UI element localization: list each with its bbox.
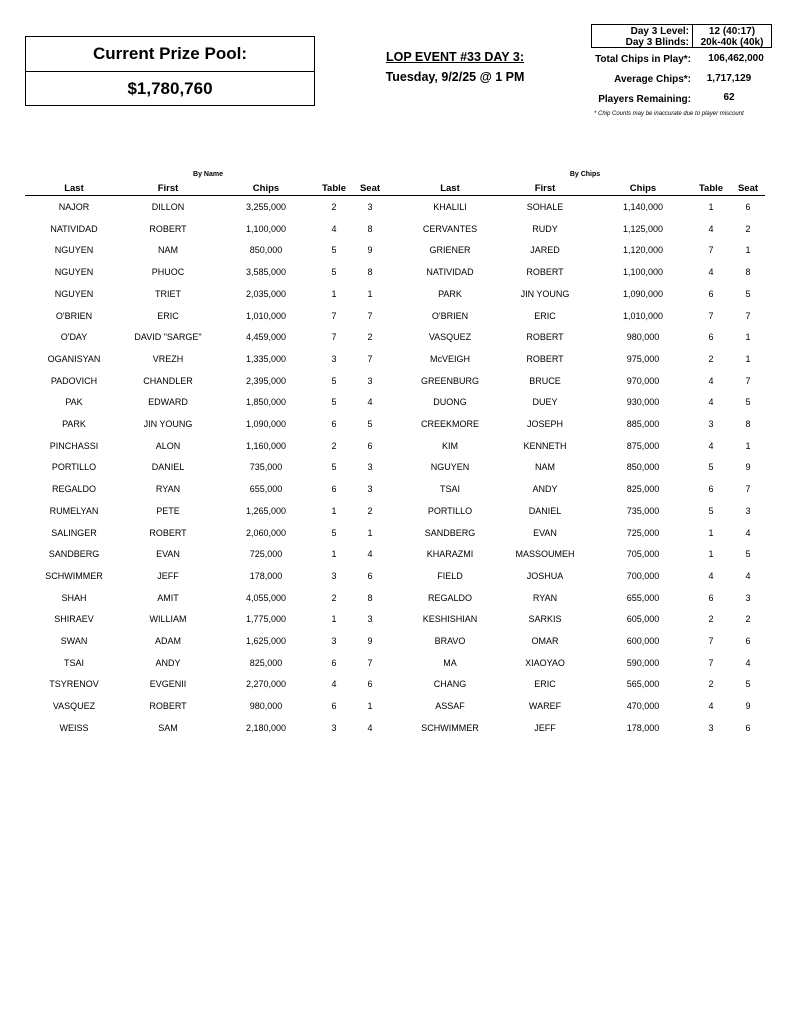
by-name-cell-chips: 1,775,000 (245, 614, 287, 625)
by-chips-cell-last: KHARAZMI (426, 549, 474, 560)
by-chips-cell-last: VASQUEZ (428, 332, 472, 343)
by-chips-cell-seat: 3 (745, 592, 751, 603)
by-name-cell-table: 7 (331, 332, 337, 343)
by-name-cell-chips: 2,180,000 (245, 722, 287, 733)
by-name-cell-table: 5 (331, 267, 337, 278)
by-name-cell-first: EDWARD (148, 397, 188, 408)
prize-pool-amount: $1,780,760 (127, 79, 213, 98)
by-chips-header-table: Table (698, 183, 724, 194)
by-chips-cell-first: ERIC (534, 679, 556, 690)
by-chips-cell-first: OMAR (531, 636, 559, 646)
by-name-cell-first: WILLIAM (149, 614, 187, 625)
by-chips-cell-chips: 850,000 (626, 462, 660, 473)
by-chips-cell-last: TSAI (439, 484, 460, 495)
level-value: 12 (40:17) (708, 26, 756, 37)
by-chips-cell-seat: 7 (745, 375, 751, 386)
by-name-cell-first: TRIET (155, 288, 181, 299)
by-name-cell-first: NAM (158, 245, 178, 256)
players-value: 62 (723, 92, 735, 103)
by-chips-cell-seat: 9 (745, 701, 751, 712)
by-chips-cell-chips: 178,000 (626, 722, 660, 733)
by-chips-cell-table: 5 (708, 462, 714, 473)
by-name-cell-table: 1 (331, 288, 337, 299)
by-name-cell-first: ROBERT (149, 527, 187, 538)
by-name-header-seat: Seat (359, 183, 381, 194)
by-chips-cell-first: JOSEPH (526, 419, 563, 429)
event-date: Tuesday, 9/2/25 @ 1 PM (385, 70, 525, 84)
by-chips-cell-first: KENNETH (523, 440, 567, 451)
by-name-header-table: Table (321, 183, 347, 194)
by-chips-cell-chips: 470,000 (626, 701, 660, 712)
by-chips-cell-table: 7 (708, 310, 714, 321)
prize-pool-box (25, 36, 315, 106)
by-name-cell-seat: 4 (367, 397, 373, 408)
by-chips-cell-chips: 725,000 (626, 527, 660, 538)
by-name-cell-first: JIN YOUNG (143, 419, 193, 429)
by-chips-cell-first: DANIEL (528, 505, 562, 516)
by-name-cell-chips: 3,585,000 (245, 267, 287, 278)
by-chips-cell-seat: 1 (745, 332, 751, 343)
by-name-cell-last: OGANISYAN (47, 353, 101, 364)
by-name-cell-chips: 2,035,000 (245, 288, 287, 299)
level-labels (592, 25, 693, 47)
total-chips-label: Total Chips in Play*: (595, 54, 691, 65)
by-chips-cell-last: CERVANTES (422, 223, 478, 234)
by-chips-cell-table: 2 (708, 614, 714, 625)
by-chips-cell-chips: 590,000 (626, 657, 660, 668)
by-name-cell-seat: 8 (367, 223, 373, 234)
by-name-cell-table: 5 (331, 527, 337, 538)
by-name-cell-chips: 980,000 (249, 701, 283, 712)
by-chips-cell-last: KESHISHIAN (422, 614, 478, 625)
by-chips-cell-seat: 6 (745, 202, 751, 212)
by-chips-cell-table: 7 (708, 636, 714, 646)
by-name-cell-chips: 178,000 (249, 570, 283, 581)
by-chips-cell-seat: 6 (745, 636, 751, 646)
by-name-cell-last: TSYRENOV (49, 679, 99, 690)
total-chips-value: 106,462,000 (708, 53, 764, 64)
by-chips-cell-table: 4 (708, 570, 714, 581)
by-chips-cell-first: ANDY (532, 484, 558, 495)
by-chips-cell-first: JARED (530, 245, 560, 256)
by-name-cell-table: 6 (331, 484, 337, 495)
by-name-cell-first: DANIEL (151, 462, 185, 473)
by-chips-header-chips: Chips (629, 183, 657, 194)
by-name-cell-chips: 1,160,000 (245, 440, 287, 451)
by-chips-cell-table: 7 (708, 657, 714, 668)
by-name-cell-table: 1 (331, 505, 337, 516)
by-chips-cell-first: RUDY (532, 223, 558, 234)
by-chips-cell-first: JIN YOUNG (520, 288, 570, 299)
by-chips-cell-chips: 980,000 (626, 332, 660, 343)
by-chips-cell-seat: 1 (745, 245, 751, 256)
by-name-cell-seat: 3 (367, 375, 373, 386)
by-name-cell-chips: 1,265,000 (245, 505, 287, 516)
by-name-cell-chips: 4,459,000 (245, 332, 287, 343)
by-name-cell-table: 6 (331, 657, 337, 668)
by-name-cell-table: 3 (331, 636, 337, 646)
by-chips-cell-chips: 1,100,000 (622, 267, 664, 278)
by-chips-header-last: Last (440, 183, 460, 194)
by-chips-cell-first: ROBERT (526, 332, 564, 343)
by-name-cell-last: SANDBERG (48, 549, 100, 560)
by-name-cell-last: VASQUEZ (52, 701, 96, 712)
by-chips-cell-chips: 1,120,000 (622, 245, 664, 256)
by-chips-cell-first: NAM (535, 462, 555, 473)
by-chips-cell-chips: 600,000 (626, 636, 660, 646)
by-name-cell-seat: 1 (367, 288, 373, 299)
by-chips-cell-chips: 885,000 (626, 419, 660, 429)
by-chips-cell-last: CHANG (433, 679, 467, 690)
by-name-title: By Name (193, 171, 223, 178)
by-chips-cell-last: O'BRIEN (431, 310, 469, 321)
by-name-cell-last: SCHWIMMER (45, 570, 103, 581)
by-name-cell-last: REGALDO (51, 484, 96, 495)
by-name-cell-last: O'BRIEN (55, 310, 93, 321)
by-name-cell-table: 3 (331, 722, 337, 733)
header-divider (25, 195, 765, 196)
by-name-cell-chips: 1,335,000 (245, 353, 287, 364)
by-chips-cell-last: McVEIGH (429, 353, 470, 364)
by-name-cell-last: PADOVICH (50, 375, 98, 386)
by-name-cell-last: WEISS (59, 722, 89, 733)
by-name-cell-table: 6 (331, 419, 337, 429)
by-chips-cell-seat: 5 (745, 397, 751, 408)
by-chips-cell-seat: 4 (745, 657, 751, 668)
by-name-cell-table: 5 (331, 375, 337, 386)
by-name-cell-table: 2 (331, 592, 337, 603)
by-name-cell-seat: 7 (367, 353, 373, 364)
by-name-cell-seat: 1 (367, 701, 373, 712)
by-name-cell-first: PETE (156, 505, 180, 516)
by-name-cell-table: 6 (331, 701, 337, 712)
by-chips-cell-last: SCHWIMMER (421, 722, 479, 733)
by-chips-cell-first: WAREF (528, 701, 562, 712)
by-name-cell-chips: 1,090,000 (245, 419, 287, 429)
by-chips-cell-table: 6 (708, 592, 714, 603)
by-name-cell-seat: 8 (367, 592, 373, 603)
level-values (693, 25, 771, 47)
by-name-cell-table: 1 (331, 614, 337, 625)
by-chips-title: By Chips (569, 171, 601, 178)
by-chips-header-seat: Seat (737, 183, 759, 194)
by-chips-cell-table: 7 (708, 245, 714, 256)
by-name-cell-chips: 850,000 (249, 245, 283, 256)
by-chips-cell-table: 6 (708, 484, 714, 495)
by-name-cell-table: 5 (331, 245, 337, 256)
by-name-cell-first: PHUOC (151, 267, 185, 278)
by-name-cell-seat: 2 (367, 505, 373, 516)
avg-chips-label: Average Chips*: (614, 74, 691, 85)
by-chips-cell-table: 4 (708, 223, 714, 234)
by-name-cell-table: 1 (331, 549, 337, 560)
by-name-cell-chips: 4,055,000 (245, 592, 287, 603)
by-name-cell-first: ADAM (154, 636, 181, 646)
by-name-cell-last: SHAH (61, 592, 87, 603)
players-label: Players Remaining: (598, 94, 691, 105)
by-name-cell-table: 5 (331, 397, 337, 408)
by-chips-cell-first: JOSHUA (526, 570, 564, 581)
by-name-cell-first: JEFF (157, 570, 179, 581)
by-name-cell-first: RYAN (155, 484, 181, 495)
by-name-cell-table: 2 (331, 440, 337, 451)
by-chips-cell-seat: 6 (745, 722, 751, 733)
by-name-cell-last: SWAN (60, 636, 88, 646)
by-name-cell-seat: 4 (367, 722, 373, 733)
by-chips-cell-last: PARK (438, 288, 462, 299)
by-chips-cell-seat: 3 (745, 505, 751, 516)
by-chips-cell-seat: 1 (745, 440, 751, 451)
by-chips-cell-table: 5 (708, 505, 714, 516)
by-chips-cell-seat: 7 (745, 310, 751, 321)
by-name-cell-last: NGUYEN (54, 245, 94, 256)
by-name-cell-table: 5 (331, 462, 337, 473)
by-name-cell-chips: 1,625,000 (245, 636, 287, 646)
by-chips-cell-first: ROBERT (526, 267, 564, 278)
by-name-cell-seat: 2 (367, 332, 373, 343)
by-name-cell-first: DILLON (151, 202, 185, 212)
by-name-cell-last: PINCHASSI (49, 440, 99, 451)
by-chips-cell-last: KIM (441, 440, 458, 451)
by-name-cell-first: ERIC (157, 310, 179, 321)
by-chips-cell-chips: 825,000 (626, 484, 660, 495)
by-chips-cell-chips: 655,000 (626, 592, 660, 603)
by-name-cell-chips: 725,000 (249, 549, 283, 560)
by-name-cell-seat: 9 (367, 636, 373, 646)
by-chips-cell-seat: 4 (745, 527, 751, 538)
by-chips-cell-table: 4 (708, 701, 714, 712)
blinds-label: Day 3 Blinds: (625, 37, 689, 48)
by-chips-cell-first: SARKIS (528, 614, 562, 625)
by-name-cell-last: PAK (65, 397, 83, 408)
by-chips-cell-table: 2 (708, 679, 714, 690)
by-chips-cell-last: DUONG (433, 397, 467, 408)
by-name-cell-first: AMIT (157, 592, 179, 603)
by-name-cell-first: SAM (158, 722, 178, 733)
by-chips-cell-first: DUEY (532, 397, 558, 408)
by-name-cell-first: DAVID "SARGE" (134, 332, 202, 343)
by-name-cell-last: NGUYEN (54, 267, 94, 278)
by-name-cell-seat: 3 (367, 462, 373, 473)
by-name-cell-last: SHIRAEV (54, 614, 94, 625)
by-name-cell-first: EVAN (156, 549, 180, 560)
by-name-cell-table: 7 (331, 310, 337, 321)
by-name-cell-last: PARK (62, 419, 86, 429)
by-name-cell-table: 4 (331, 679, 337, 690)
by-chips-cell-seat: 8 (745, 419, 751, 429)
by-chips-cell-table: 6 (708, 332, 714, 343)
by-name-cell-chips: 1,100,000 (245, 223, 287, 234)
by-name-cell-last: TSAI (63, 657, 84, 668)
by-chips-cell-table: 1 (708, 527, 714, 538)
by-chips-header-first: First (534, 183, 556, 194)
by-chips-cell-last: NATIVIDAD (426, 267, 474, 278)
by-name-cell-last: NAJOR (58, 202, 90, 212)
event-title: LOP EVENT #33 DAY 3: (385, 50, 525, 64)
level-label: Day 3 Level: (630, 26, 689, 37)
by-chips-cell-first: MASSOUMEH (515, 549, 575, 560)
by-chips-cell-seat: 9 (745, 462, 751, 473)
by-name-cell-first: VREZH (152, 353, 184, 364)
by-name-cell-chips: 735,000 (249, 462, 283, 473)
by-chips-cell-table: 1 (708, 549, 714, 560)
by-name-cell-seat: 3 (367, 484, 373, 495)
by-chips-cell-seat: 7 (745, 484, 751, 495)
by-name-cell-seat: 5 (367, 419, 373, 429)
by-name-cell-last: NGUYEN (54, 288, 94, 299)
by-chips-cell-seat: 1 (745, 353, 751, 364)
by-name-header-last: Last (64, 183, 84, 194)
by-name-cell-first: ALON (155, 440, 181, 451)
by-chips-cell-last: CREEKMORE (420, 419, 479, 429)
by-name-cell-last: PORTILLO (51, 462, 97, 473)
by-chips-cell-seat: 4 (745, 570, 751, 581)
by-chips-cell-table: 4 (708, 375, 714, 386)
by-name-header-first: First (157, 183, 179, 194)
by-name-cell-first: ROBERT (149, 701, 187, 712)
by-chips-cell-last: GREENBURG (420, 375, 479, 386)
by-name-cell-chips: 1,010,000 (245, 310, 287, 321)
by-chips-cell-last: ASSAF (435, 701, 465, 712)
by-name-cell-chips: 3,255,000 (245, 202, 287, 212)
by-chips-cell-last: PORTILLO (427, 505, 473, 516)
by-chips-cell-last: MA (443, 657, 457, 668)
by-name-cell-seat: 3 (367, 202, 373, 212)
by-name-cell-seat: 9 (367, 245, 373, 256)
by-chips-cell-first: JEFF (534, 722, 556, 733)
by-name-cell-last: NATIVIDAD (50, 223, 98, 234)
by-name-cell-first: EVGENII (149, 679, 187, 690)
level-box (591, 24, 772, 48)
by-name-cell-last: RUMELYAN (49, 505, 99, 516)
by-chips-cell-chips: 875,000 (626, 440, 660, 451)
by-name-cell-table: 3 (331, 353, 337, 364)
by-chips-cell-last: SANDBERG (424, 527, 476, 538)
by-chips-cell-first: ERIC (534, 310, 556, 321)
by-chips-cell-last: FIELD (437, 570, 463, 581)
by-chips-cell-chips: 565,000 (626, 679, 660, 690)
by-chips-cell-table: 4 (708, 440, 714, 451)
by-chips-cell-chips: 605,000 (626, 614, 660, 625)
by-name-cell-seat: 4 (367, 549, 373, 560)
by-name-cell-table: 2 (331, 202, 337, 212)
by-name-cell-table: 3 (331, 570, 337, 581)
by-chips-cell-first: EVAN (533, 527, 557, 538)
by-chips-cell-last: REGALDO (427, 592, 472, 603)
by-name-cell-chips: 2,270,000 (245, 679, 287, 690)
by-chips-cell-table: 3 (708, 419, 714, 429)
by-chips-cell-table: 4 (708, 397, 714, 408)
by-chips-cell-seat: 2 (745, 614, 751, 625)
by-chips-cell-chips: 930,000 (626, 397, 660, 408)
by-chips-cell-last: KHALILI (433, 202, 467, 212)
blinds-value: 20k-40k (40k) (700, 37, 764, 48)
by-chips-cell-first: SOHALE (526, 202, 564, 212)
by-name-cell-last: O'DAY (60, 332, 88, 343)
by-name-cell-seat: 7 (367, 310, 373, 321)
by-chips-cell-first: BRUCE (529, 375, 561, 386)
by-chips-cell-first: XIAOYAO (525, 657, 565, 668)
by-name-cell-chips: 2,395,000 (245, 375, 287, 386)
by-chips-cell-table: 1 (708, 202, 714, 212)
by-chips-cell-table: 3 (708, 722, 714, 733)
by-name-cell-first: CHANDLER (143, 375, 193, 386)
by-chips-cell-last: BRAVO (434, 636, 466, 646)
by-name-cell-seat: 6 (367, 440, 373, 451)
by-chips-cell-chips: 1,090,000 (622, 288, 664, 299)
by-name-header-chips: Chips (252, 183, 280, 194)
by-chips-cell-first: RYAN (532, 592, 558, 603)
by-chips-cell-chips: 705,000 (626, 549, 660, 560)
by-name-cell-seat: 3 (367, 614, 373, 625)
by-name-cell-seat: 8 (367, 267, 373, 278)
by-name-cell-seat: 1 (367, 527, 373, 538)
by-chips-cell-last: NGUYEN (430, 462, 470, 473)
by-chips-cell-table: 4 (708, 267, 714, 278)
by-name-cell-seat: 7 (367, 657, 373, 668)
by-chips-cell-seat: 2 (745, 223, 751, 234)
by-chips-cell-chips: 975,000 (626, 353, 660, 364)
by-chips-cell-chips: 1,010,000 (622, 310, 664, 321)
by-chips-cell-table: 6 (708, 288, 714, 299)
by-name-cell-first: ROBERT (149, 223, 187, 234)
by-chips-cell-chips: 1,125,000 (622, 223, 664, 234)
by-chips-cell-seat: 5 (745, 679, 751, 690)
by-name-cell-chips: 1,850,000 (245, 397, 287, 408)
by-chips-cell-first: ROBERT (526, 353, 564, 364)
by-chips-cell-seat: 5 (745, 288, 751, 299)
by-name-cell-first: ANDY (155, 657, 181, 668)
by-name-cell-table: 4 (331, 223, 337, 234)
by-chips-cell-chips: 1,140,000 (622, 202, 664, 212)
by-name-cell-chips: 825,000 (249, 657, 283, 668)
by-name-cell-seat: 6 (367, 570, 373, 581)
by-name-cell-last: SALINGER (51, 527, 97, 538)
by-name-cell-seat: 6 (367, 679, 373, 690)
by-name-cell-chips: 655,000 (249, 484, 283, 495)
by-chips-cell-chips: 700,000 (626, 570, 660, 581)
avg-chips-value: 1,717,129 (706, 73, 752, 84)
by-chips-cell-chips: 970,000 (626, 375, 660, 386)
by-chips-cell-last: GRIENER (429, 245, 471, 256)
prize-pool-label: Current Prize Pool: (26, 37, 314, 72)
by-chips-cell-seat: 5 (745, 549, 751, 560)
by-chips-cell-seat: 8 (745, 267, 751, 278)
by-chips-cell-chips: 735,000 (626, 505, 660, 516)
chip-count-note: * Chip Counts may be inaccurate due to player miscount (594, 111, 744, 117)
by-name-cell-chips: 2,060,000 (245, 527, 287, 538)
by-chips-cell-table: 2 (708, 353, 714, 364)
